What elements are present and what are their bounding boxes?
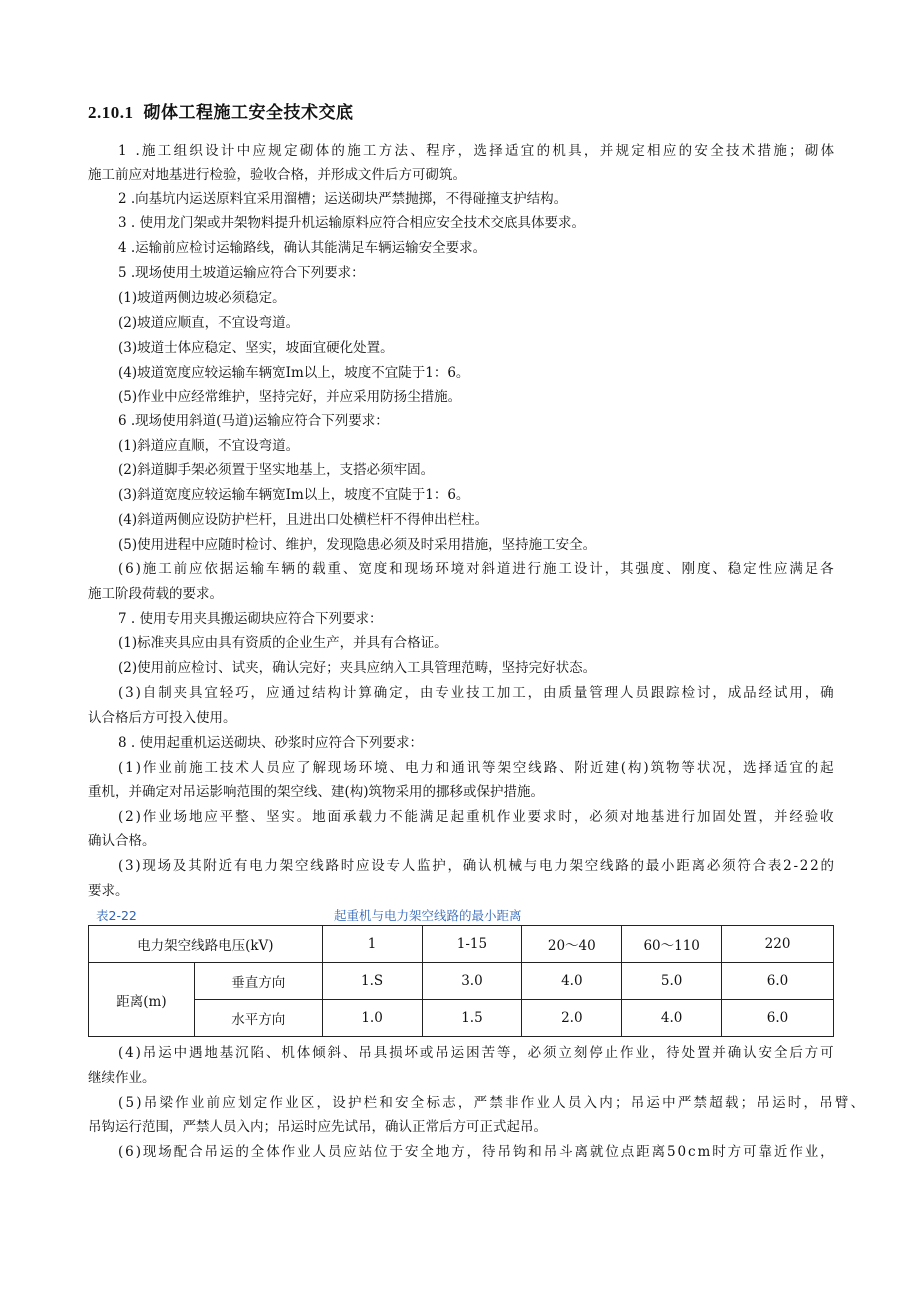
body-line: 3 . 使用龙门架或井架物料提升机运输原料应符合相应安全技术交底具体要求。	[118, 215, 585, 231]
direction-cell: 垂直方向	[194, 963, 322, 1000]
body-line: 4 .运输前应检讨运输路线，确认其能满足车辆运输安全要求。	[118, 240, 487, 256]
body-line: (1)标准夹具应由具有资质的企业生产，并具有合格证。	[118, 635, 448, 651]
value-cell: 2.0	[522, 1000, 622, 1037]
body-line: (5)吊梁作业前应划定作业区，设护栏和安全标志，严禁非作业人员入内；吊运中严禁超载；吊运时，吊臂、	[118, 1095, 867, 1111]
body-line: 2 .向基坑内运送原料宜采用溜槽；运送砌块严禁抛掷，不得碰撞支护结构。	[118, 191, 568, 207]
body-line: 认合格后方可投入使用。	[88, 710, 237, 726]
table-row	[89, 1000, 834, 1037]
direction-cell: 水平方向	[194, 1000, 322, 1037]
body-line: (3)现场及其附近有电力架空线路时应设专人监护，确认机械与电力架空线路的最小距离必须符合表2-22的	[118, 858, 836, 874]
body-line: (1)斜道应直顺，不宜设弯道。	[118, 438, 300, 454]
body-line: 施工阶段荷载的要求。	[88, 586, 223, 602]
section-title: 砌体工程施工安全技术交底	[143, 103, 354, 123]
voltage-cell: 1-15	[422, 926, 522, 963]
body-line: (2)坡道应顺直，不宜设弯道。	[118, 315, 300, 331]
value-cell: 4.0	[522, 963, 622, 1000]
value-cell: 6.0	[722, 1000, 834, 1037]
voltage-header-cell: 电力架空线路电压(kV)	[89, 926, 323, 963]
body-line: 要求。	[88, 883, 129, 899]
voltage-cell: 220	[722, 926, 834, 963]
body-line: (2)斜道脚手架必须置于坚实地基上，支搭必须牢固。	[118, 462, 435, 478]
body-line: 确认合格。	[88, 833, 156, 849]
value-cell: 1.0	[322, 1000, 422, 1037]
value-cell: 6.0	[722, 963, 834, 1000]
body-line: 施工前应对地基进行检验，验收合格，并形成文件后方可砌筑。	[88, 167, 466, 183]
table-header-row	[89, 926, 834, 963]
body-line: 7 . 使用专用夹具搬运砌块应符合下列要求：	[118, 611, 383, 627]
value-cell: 1.S	[322, 963, 422, 1000]
section-number: 2.10.1	[88, 103, 134, 122]
body-line: (3)自制夹具宜轻巧，应通过结构计算确定，由专业技工加工，由质量管理人员跟踪检讨，成品经试用，确	[118, 685, 836, 701]
value-cell: 5.0	[622, 963, 722, 1000]
body-line: 5 .现场使用土坡道运输应符合下列要求：	[118, 265, 365, 281]
body-line: (3)斜道宽度应较运输车辆宽Im以上，坡度不宜陡于1：6。	[118, 487, 470, 503]
value-cell: 3.0	[422, 963, 522, 1000]
body-line: 重机，并确定对吊运影响范围的架空线、建(构)筑物采用的挪移或保护措施。	[88, 784, 545, 800]
value-cell: 1.5	[422, 1000, 522, 1037]
body-line: (5)使用进程中应随时检讨、维护，发现隐患必须及时采用措施，坚持施工安全。	[118, 537, 597, 553]
body-line: (4)坡道宽度应较运输车辆宽Im以上，坡度不宜陡于1：6。	[118, 365, 470, 381]
body-line: (1)作业前施工技术人员应了解现场环境、电力和通讯等架空线路、附近建(构)筑物等状况，选择适宜的起	[118, 760, 836, 776]
table-row	[89, 963, 834, 1000]
body-line: 吊钩运行范围，严禁人员入内；吊运时应先试吊，确认正常后方可正式起吊。	[88, 1119, 547, 1135]
table-label: 表2-22	[96, 908, 137, 923]
distance-label-cell: 距离(m)	[89, 963, 195, 1037]
body-line: 继续作业。	[88, 1070, 156, 1086]
body-line: (4)斜道两侧应设防护栏杆，且进出口处横栏杆不得伸出栏柱。	[118, 512, 489, 528]
voltage-cell: 1	[322, 926, 422, 963]
clearance-table	[88, 925, 834, 1037]
body-line: 1 .施工组织设计中应规定砌体的施工方法、程序，选择适宜的机具，并规定相应的安全技术措施；砌体	[118, 143, 837, 159]
body-line: 8 . 使用起重机运送砌块、砂浆时应符合下列要求：	[118, 735, 423, 751]
body-line: (6)施工前应依据运输车辆的载重、宽度和现场环境对斜道进行施工设计，其强度、刚度、稳定性应满足各	[118, 561, 836, 577]
table-caption: 起重机与电力架空线路的最小距离	[334, 908, 522, 923]
section-heading	[88, 98, 354, 123]
value-cell: 4.0	[622, 1000, 722, 1037]
body-line: (6)现场配合吊运的全体作业人员应站位于安全地方，待吊钩和吊斗离就位点距离50cm时方可靠近作业，	[118, 1144, 836, 1160]
body-line: (5)作业中应经常维护，坚持完好，并应采用防扬尘措施。	[118, 389, 462, 405]
voltage-cell: 60～110	[622, 926, 722, 963]
body-line: (2)使用前应检讨、试夹，确认完好；夹具应纳入工具管理范畴，坚持完好状态。	[118, 660, 597, 676]
body-line: (4)吊运中遇地基沉陷、机体倾斜、吊具损坏或吊运困苦等，必须立刻停止作业，待处置并确认安全后方可	[118, 1045, 836, 1061]
body-line: (2)作业场地应平整、坚实。地面承载力不能满足起重机作业要求时，必须对地基进行加固处置，并经验收	[118, 809, 836, 825]
body-line: (1)坡道两侧边坡必须稳定。	[118, 290, 286, 306]
voltage-cell: 20～40	[522, 926, 622, 963]
body-line: (3)坡道士体应稳定、坚实，坡面宜硬化处置。	[118, 340, 394, 356]
body-line: 6 .现场使用斜道(马道)运输应符合下列要求：	[118, 413, 389, 429]
